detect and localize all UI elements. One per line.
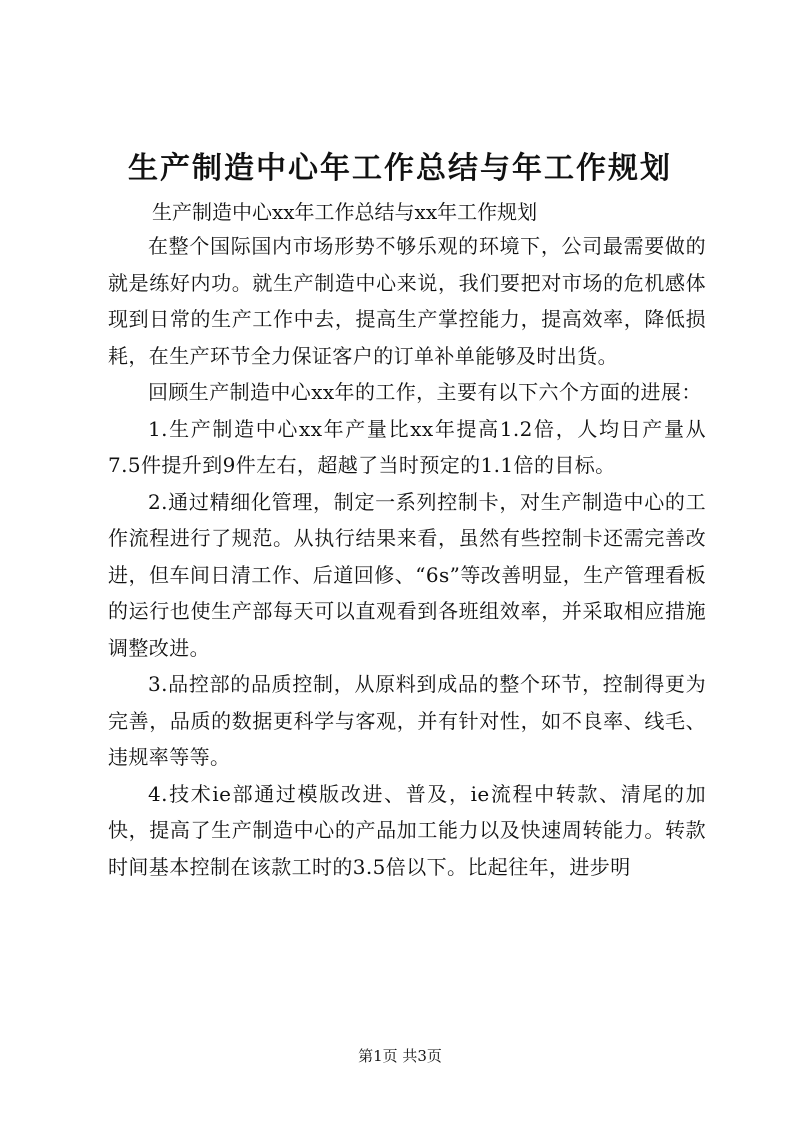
document-subtitle: 生产制造中心xx年工作总结与xx年工作规划	[152, 200, 538, 224]
document-title: 生产制造中心年工作总结与年工作规划	[128, 151, 672, 186]
paragraph-intro: 在整个国际国内市场形势不够乐观的环境下，公司最需要做的就是练好内功。就生产制造中心来说，我们要把对市场的危机感体现到日常的生产工作中去，提高生产掌控能力，提高效率，降低损耗，在生产环节全力保证客户的订单补单能够及时出货。	[108, 234, 706, 368]
paragraph-item-1: 1.生产制造中心xx年产量比xx年提高1.2倍，人均日产量从7.5件提升到9件左右，超越了当时预定的1.1倍的目标。	[108, 416, 706, 477]
paragraph-review: 回顾生产制造中心xx年的工作，主要有以下六个方面的进展：	[148, 380, 702, 404]
paragraph-item-3: 3.品控部的品质控制，从原料到成品的整个环节，控制得更为完善，品质的数据更科学与客观，并有针对性，如不良率、线毛、违规率等等。	[108, 672, 706, 769]
paragraph-item-4: 4.技术ie部通过模版改进、普及，ie流程中转款、清尾的加快，提高了生产制造中心的产品加工能力以及快速周转能力。转款时间基本控制在该款工时的3.5倍以下。比起往年，进步明	[108, 781, 706, 879]
document-body	[108, 228, 706, 885]
page-number-footer: 第1页 共3页	[358, 1047, 442, 1065]
paragraph-item-2: 2.通过精细化管理，制定一系列控制卡，对生产制造中心的工作流程进行了规范。从执行结果来看，虽然有些控制卡还需完善改进，但车间日清工作、后道回修、“6s”等改善明显，生产管理看板的运行也使生产部每天可以直观看到各班组效率，并采取相应措施调整改进。	[108, 489, 706, 660]
